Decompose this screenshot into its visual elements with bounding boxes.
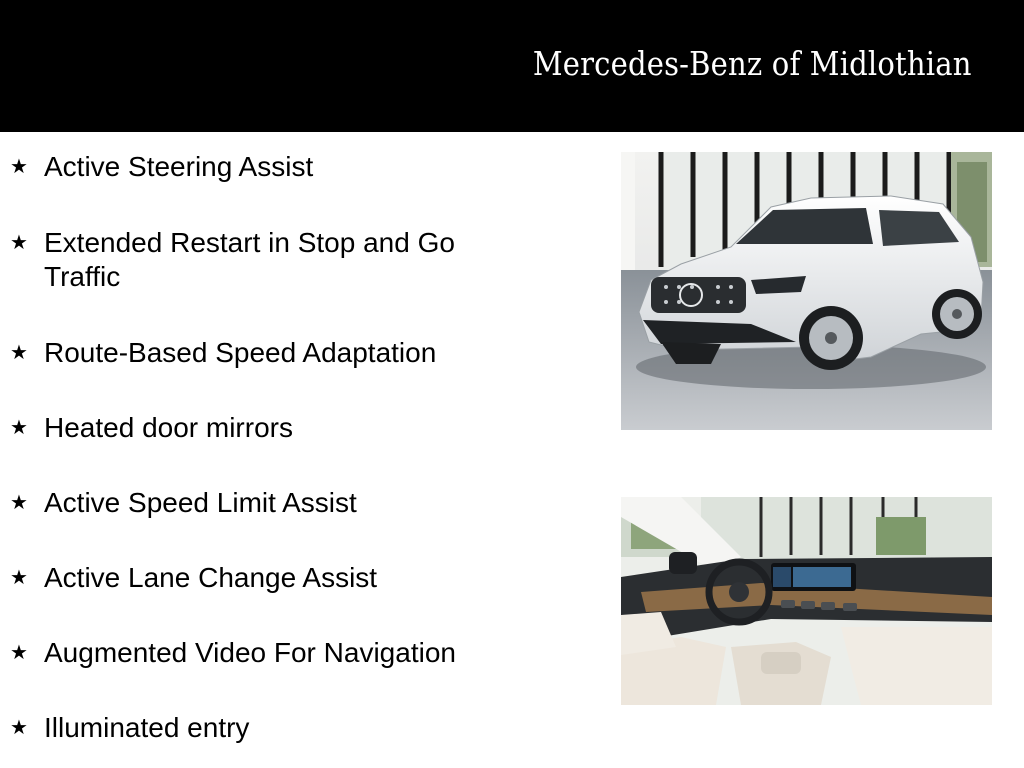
star-icon: ★	[10, 156, 28, 178]
feature-item	[10, 711, 570, 745]
feature-item	[10, 150, 570, 184]
feature-label: Heated door mirrors	[44, 412, 293, 443]
feature-label: Extended Restart in Stop and Go Traffic	[44, 227, 455, 292]
feature-item	[10, 411, 570, 445]
feature-item	[10, 636, 570, 670]
star-icon: ★	[10, 492, 28, 514]
feature-label: Route-Based Speed Adaptation	[44, 337, 437, 368]
star-icon: ★	[10, 567, 28, 589]
feature-item	[10, 336, 570, 370]
feature-label: Augmented Video For Navigation	[44, 637, 456, 668]
star-icon: ★	[10, 417, 28, 439]
feature-item	[10, 226, 570, 294]
feature-item	[10, 486, 570, 520]
star-icon: ★	[10, 342, 28, 364]
star-icon: ★	[10, 232, 28, 254]
star-icon: ★	[10, 642, 28, 664]
feature-label: Active Lane Change Assist	[44, 562, 378, 593]
feature-label: Active Steering Assist	[44, 151, 314, 182]
header-bar	[0, 0, 1024, 132]
star-icon: ★	[10, 717, 28, 739]
interior-photo	[621, 497, 992, 705]
feature-item	[10, 561, 570, 595]
exterior-photo	[621, 152, 992, 430]
feature-label: Illuminated entry	[44, 712, 250, 743]
feature-label: Active Speed Limit Assist	[44, 487, 357, 518]
dealer-name: Mercedes-Benz of Midlothian	[533, 44, 972, 83]
